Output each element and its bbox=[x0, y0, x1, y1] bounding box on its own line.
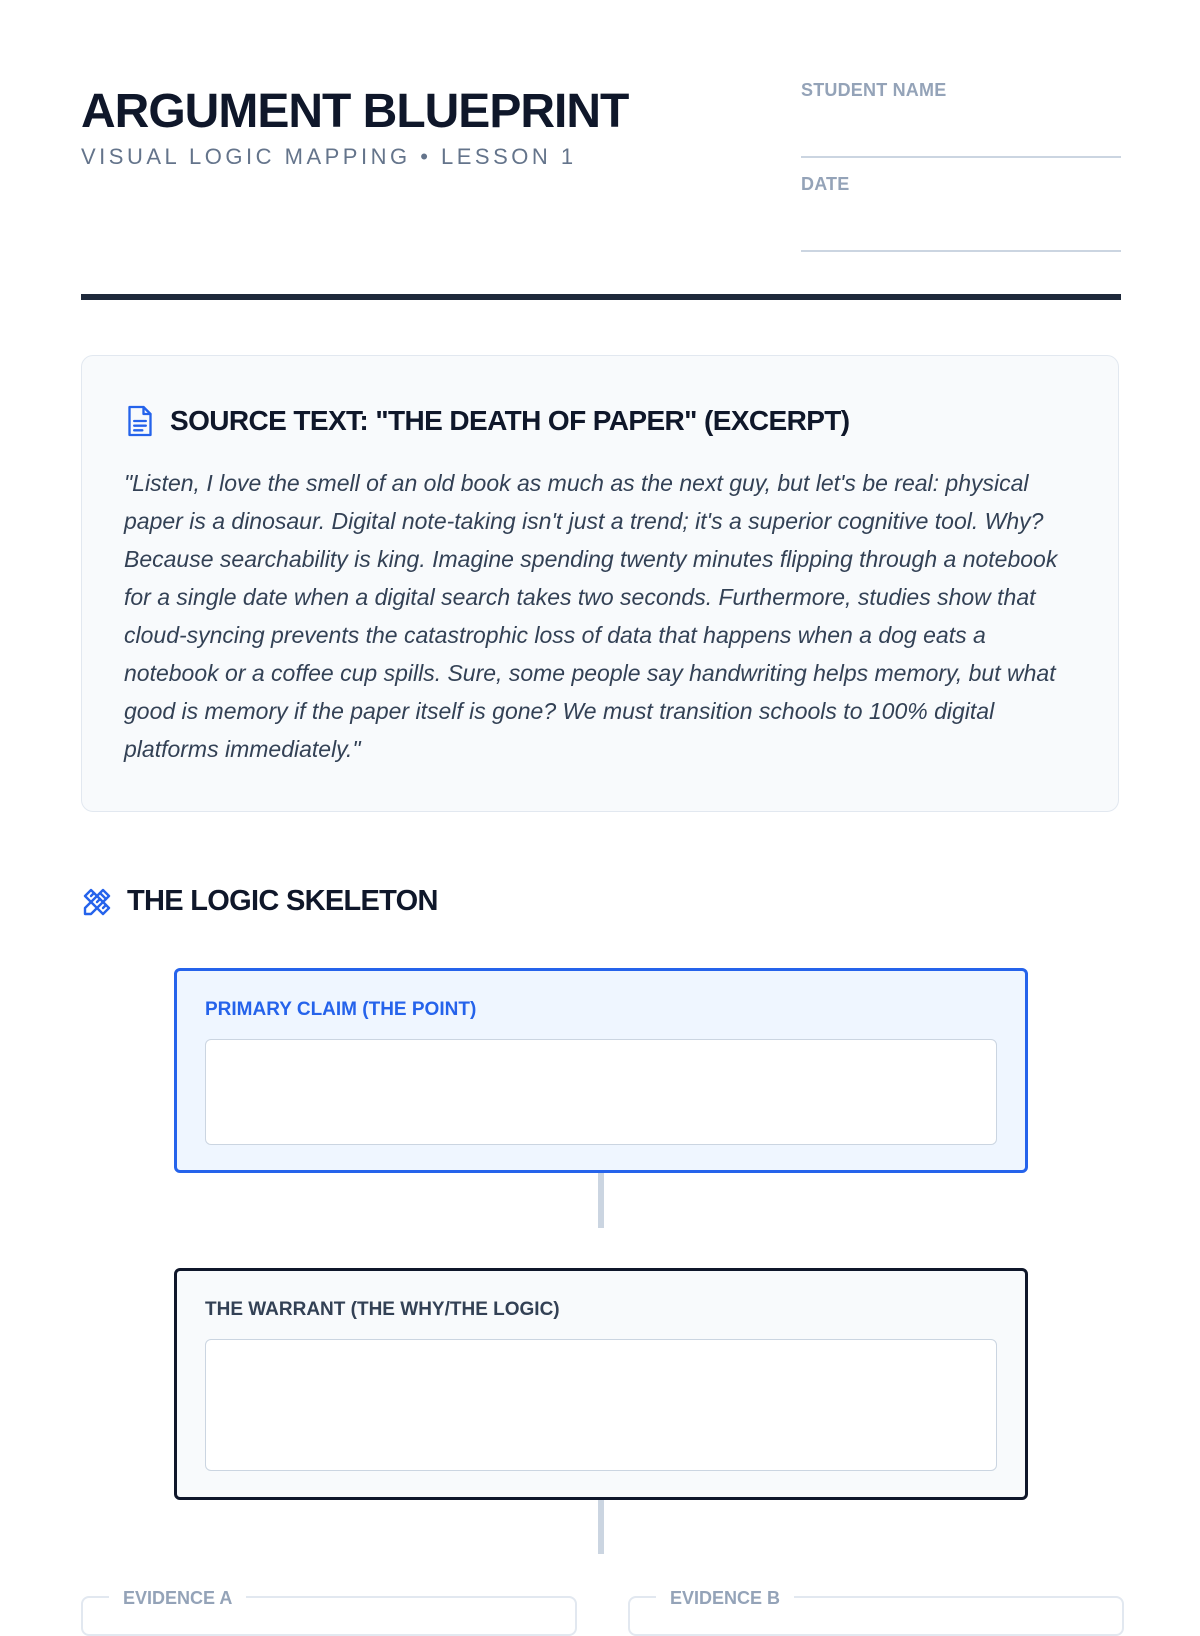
student-name-field bbox=[801, 80, 1121, 101]
page-subtitle: VISUAL LOGIC MAPPING • LESSON 1 bbox=[81, 144, 577, 169]
claim-warrant-connector bbox=[598, 1173, 604, 1228]
date-field bbox=[801, 174, 1121, 195]
evidence-b-label: EVIDENCE B bbox=[656, 1588, 794, 1609]
primary-claim-box bbox=[174, 968, 1028, 1173]
evidence-a-box[interactable] bbox=[81, 1588, 577, 1636]
header-divider bbox=[81, 294, 1121, 300]
student-name-label: STUDENT NAME bbox=[801, 80, 947, 100]
primary-claim-input[interactable] bbox=[205, 1039, 997, 1145]
warrant-evidence-connector bbox=[598, 1500, 604, 1554]
source-title: SOURCE TEXT: "THE DEATH OF PAPER" (EXCERPT) bbox=[170, 405, 850, 436]
date-label: DATE bbox=[801, 174, 850, 194]
logic-skeleton-title: THE LOGIC SKELETON bbox=[127, 885, 438, 917]
evidence-b-box[interactable] bbox=[628, 1588, 1124, 1636]
warrant-box bbox=[174, 1268, 1028, 1500]
warrant-label: THE WARRANT (THE WHY/THE LOGIC) bbox=[205, 1299, 560, 1320]
pencil-ruler-icon bbox=[81, 886, 113, 918]
evidence-a-label: EVIDENCE A bbox=[109, 1588, 246, 1609]
source-text-panel bbox=[81, 355, 1119, 812]
warrant-input[interactable] bbox=[205, 1339, 997, 1471]
page-title: ARGUMENT BLUEPRINT bbox=[81, 85, 629, 138]
source-excerpt: "Listen, I love the smell of an old book as much as the next guy, but let's be real: physical paper is a dinosaur. Digital note-taking isn't just a trend; it's a superior cognitive tool. Why? Because searchability is king. Imagine spending twenty minutes flipping through a notebook for a single date when a digital search takes two seconds. Furthermore, studies show that cloud-syncing prevents the catastrophic loss of data that happens when a dog eats a notebook or a coffee cup spills. Sure, some people say handwriting helps memory, but what good is memory if the paper itself is gone? We must transition schools to 100% digital platforms immediately." bbox=[124, 470, 1058, 762]
logic-skeleton-heading bbox=[81, 885, 438, 918]
document-icon bbox=[126, 404, 154, 438]
worksheet-header bbox=[81, 0, 1121, 302]
primary-claim-label: PRIMARY CLAIM (THE POINT) bbox=[205, 999, 477, 1020]
student-name-input[interactable] bbox=[801, 156, 1121, 158]
source-heading bbox=[126, 404, 850, 438]
date-input[interactable] bbox=[801, 250, 1121, 252]
